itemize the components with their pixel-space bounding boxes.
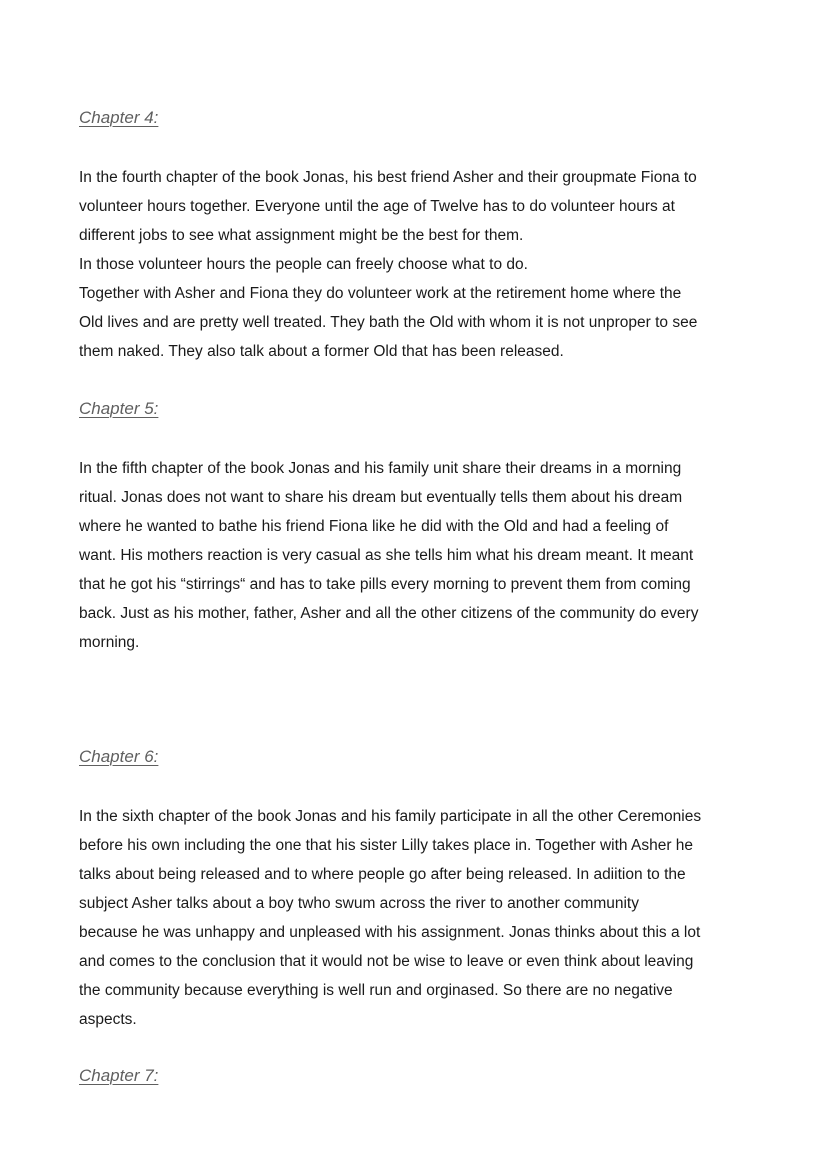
text-line: In the sixth chapter of the book Jonas and his family participate in all the other Ceremonies	[79, 808, 702, 825]
chapter-6-paragraph	[79, 802, 759, 1034]
text-line: back. Just as his mother, father, Asher and all the other citizens of the community do every	[79, 605, 699, 622]
chapter-6-heading: Chapter 6:	[79, 747, 159, 766]
text-line: and comes to the conclusion that it would not be wise to leave or even think about leaving	[79, 953, 694, 970]
text-line: the community because everything is well run and orginased. So there are no negative	[79, 982, 673, 999]
text-line: different jobs to see what assignment might be the best for them.	[79, 227, 524, 244]
text-line: morning.	[79, 634, 140, 651]
chapter-5-heading: Chapter 5:	[79, 399, 159, 418]
chapter-7-heading: Chapter 7:	[79, 1066, 159, 1085]
chapter-4-heading: Chapter 4:	[79, 108, 159, 127]
text-line: want. His mothers reaction is very casual as she tells him what his dream meant. It meant	[79, 547, 694, 564]
text-line: that he got his “stirrings“ and has to take pills every morning to prevent them from coming	[79, 576, 691, 593]
text-line: subject Asher talks about a boy twho swum across the river to another community	[79, 895, 639, 912]
text-line: where he wanted to bathe his friend Fiona like he did with the Old and had a feeling of	[79, 518, 669, 535]
text-line: talks about being released and to where people go after being released. In adiition to the	[79, 866, 686, 883]
text-line: them naked. They also talk about a former Old that has been released.	[79, 343, 564, 360]
text-line: Old lives and are pretty well treated. They bath the Old with whom it is not unproper to see	[79, 314, 698, 331]
chapter-4-paragraph	[79, 163, 759, 366]
text-line: Together with Asher and Fiona they do volunteer work at the retirement home where the	[79, 285, 682, 302]
text-line: volunteer hours together. Everyone until the age of Twelve has to do volunteer hours at	[79, 198, 675, 215]
text-line: In those volunteer hours the people can freely choose what to do.	[79, 256, 528, 273]
text-line: ritual. Jonas does not want to share his dream but eventually tells them about his dream	[79, 489, 683, 506]
text-line: aspects.	[79, 1011, 137, 1028]
text-line: In the fifth chapter of the book Jonas and his family unit share their dreams in a morning	[79, 460, 682, 477]
text-line: In the fourth chapter of the book Jonas, his best friend Asher and their groupmate Fiona to	[79, 169, 697, 186]
text-line: before his own including the one that his sister Lilly takes place in. Together with Asher he	[79, 837, 694, 854]
text-line: because he was unhappy and unpleased with his assignment. Jonas thinks about this a lot	[79, 924, 701, 941]
chapter-5-paragraph	[79, 454, 759, 657]
